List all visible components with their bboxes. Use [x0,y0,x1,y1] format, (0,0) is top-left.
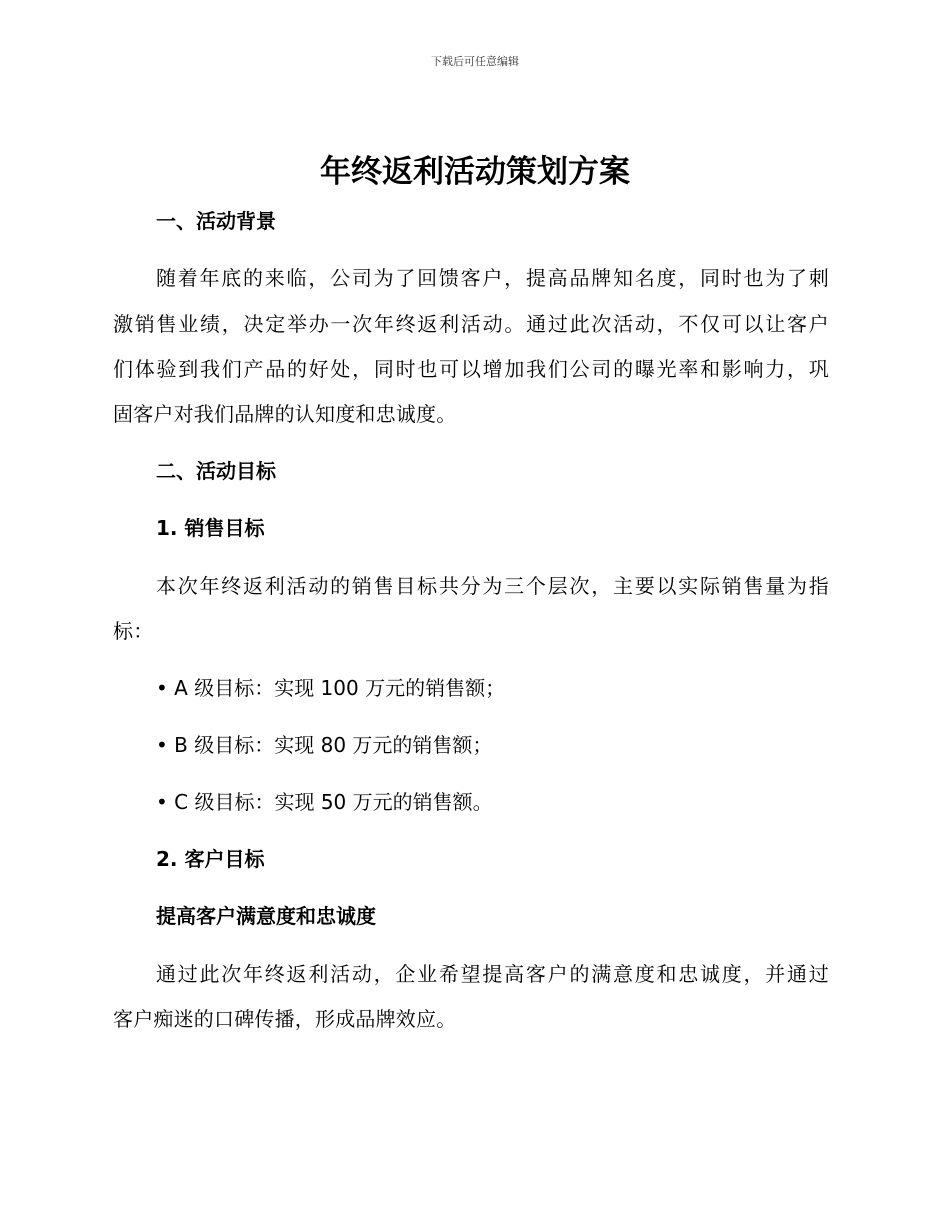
paragraph-line: 本次年终返利活动的销售目标共分为三个层次，主要以实际销售量为指 [156,574,829,598]
bullet-item: • A 级目标：实现 100 万元的销售额； [156,676,506,700]
paragraph-line: 们体验到我们产品的好处，同时也可以增加我们公司的曝光率和影响力，巩 [113,357,829,381]
subsection-heading-sales: 1. 销售目标 [156,516,265,540]
bullet-item: • B 级目标：实现 80 万元的销售额； [156,733,493,757]
subsection-heading-customers: 2. 客户目标 [156,847,265,871]
paragraph-line: 激销售业绩，决定举办一次年终返利活动。通过此次活动，不仅可以让客户 [113,312,829,336]
document-title: 年终返利活动策划方案 [320,154,630,190]
subheading-satisfaction: 提高客户满意度和忠诚度 [156,904,376,928]
paragraph-line: 固客户对我们品牌的认知度和忠诚度。 [113,402,457,426]
page-header-note: 下载后可任意编辑 [431,55,519,68]
section-heading-goals: 二、活动目标 [156,459,276,483]
paragraph-line: 标： [113,619,154,643]
paragraph-line: 通过此次年终返利活动，企业希望提高客户的满意度和忠诚度，并通过 [156,962,829,986]
section-heading-background: 一、活动背景 [156,209,276,233]
bullet-item: • C 级目标：实现 50 万元的销售额。 [156,790,493,814]
paragraph-line: 随着年底的来临，公司为了回馈客户，提高品牌知名度，同时也为了刺 [156,266,829,290]
paragraph-line: 客户痴迷的口碑传播，形成品牌效应。 [113,1007,457,1031]
